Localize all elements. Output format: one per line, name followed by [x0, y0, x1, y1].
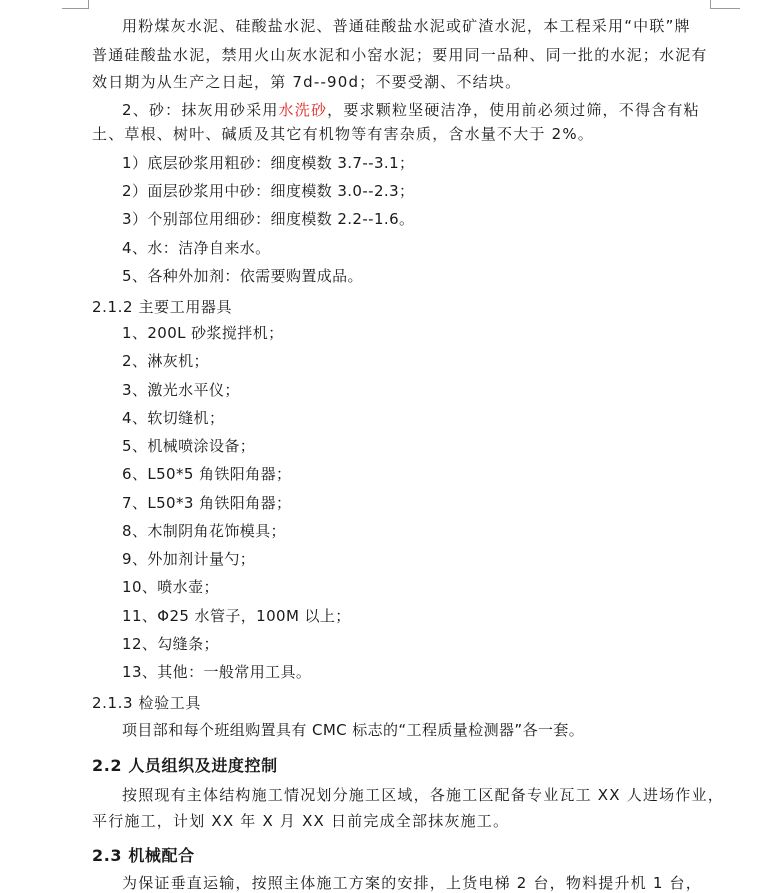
- sand-text-before: 2、砂：抹灰用砂采用: [122, 101, 279, 119]
- crop-mark-top-right-vertical: [710, 0, 711, 8]
- tool-item-6: 6、L50*5 角铁阳角器；: [122, 465, 292, 483]
- section-23-heading: 2.3 机械配合: [92, 846, 195, 865]
- section-23-partial-line: 为保证垂直运输，按照主体施工方案的安排，上货电梯 2 台，物料提升机 1 台，: [122, 874, 702, 892]
- section-213-title: 2.1.3 检验工具: [92, 694, 201, 712]
- water-item: 4、水：洁净自来水。: [122, 239, 271, 257]
- tool-item-11: 11、Φ25 水管子，100M 以上；: [122, 607, 351, 625]
- tool-item-5: 5、机械喷涂设备；: [122, 437, 256, 455]
- sand-highlight-text: 水洗砂: [278, 101, 328, 119]
- crop-mark-top-left-horizontal: [62, 8, 89, 9]
- tool-item-8: 8、木制阴角花饰模具；: [122, 522, 286, 540]
- additive-item: 5、各种外加剂：依需要购置成品。: [122, 267, 363, 285]
- tool-item-7: 7、L50*3 角铁阳角器；: [122, 494, 292, 512]
- crop-mark-top-left-vertical: [88, 0, 89, 8]
- section-22-line-1: 按照现有主体结构施工情况划分施工区域，各施工区配备专业瓦工 XX 人进场作业，: [122, 786, 724, 804]
- tool-item-3: 3、激光水平仪；: [122, 381, 240, 399]
- section-213-body: 项目部和每个班组购置具有 CMC 标志的“工程质量检测器”各一套。: [122, 721, 585, 739]
- crop-mark-top-right-horizontal: [710, 8, 740, 9]
- paragraph-cement-line-1: 用粉煤灰水泥、硅酸盐水泥、普通硅酸盐水泥或矿渣水泥，本工程采用“中联”牌: [122, 17, 691, 35]
- tool-item-10: 10、喷水壶；: [122, 578, 219, 596]
- tool-item-13: 13、其他：一般常用工具。: [122, 663, 312, 681]
- sand-item-2: 2）面层砂浆用中砂：细度模数 3.0--2.3；: [122, 182, 415, 200]
- tool-item-4: 4、软切缝机；: [122, 409, 225, 427]
- paragraph-cement-line-2: 普通硅酸盐水泥，禁用火山灰水泥和小窑水泥；要用同一品种、同一批的水泥；水泥有: [92, 46, 708, 64]
- sand-text-after: ，要求颗粒坚硬洁净，使用前必须过筛，不得含有粘: [327, 101, 700, 119]
- paragraph-sand-line-1: [122, 100, 700, 120]
- tool-item-12: 12、勾缝条；: [122, 635, 219, 653]
- tool-item-9: 9、外加剂计量勺；: [122, 550, 256, 568]
- tool-item-2: 2、淋灰机；: [122, 352, 209, 370]
- paragraph-sand-line-2: 土、草根、树叶、碱质及其它有机物等有害杂质，含水量不大于 2%。: [92, 125, 594, 143]
- sand-item-1: 1）底层砂浆用粗砂：细度模数 3.7--3.1；: [122, 154, 415, 172]
- section-22-heading: 2.2 人员组织及进度控制: [92, 756, 278, 775]
- section-22-line-2: 平行施工，计划 XX 年 X 月 XX 日前完成全部抹灰施工。: [92, 812, 510, 830]
- sand-item-3: 3）个别部位用细砂：细度模数 2.2--1.6。: [122, 210, 415, 228]
- paragraph-cement-line-3: 效日期为从生产之日起，第 7d--90d；不要受潮、不结块。: [92, 73, 522, 91]
- section-212-title: 2.1.2 主要工用器具: [92, 298, 233, 316]
- tool-item-1: 1、200L 砂浆搅拌机；: [122, 324, 284, 342]
